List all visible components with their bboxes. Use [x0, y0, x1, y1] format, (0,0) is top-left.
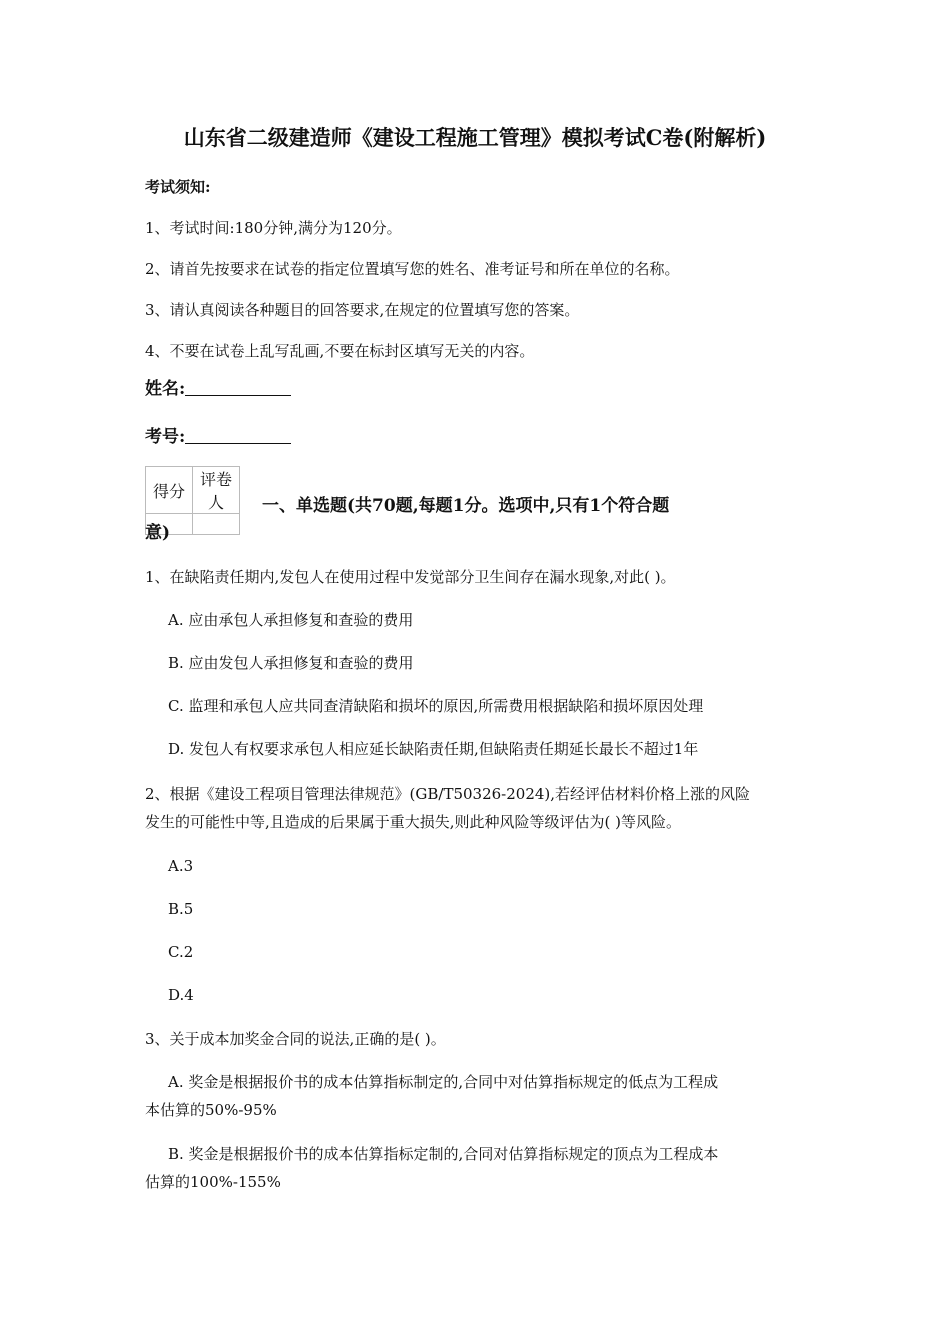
- question-option: C.2: [168, 943, 194, 961]
- exam-id-label: 考号:: [145, 427, 186, 447]
- question-option: A.3: [168, 857, 194, 875]
- question-stem: 1、在缺陷责任期内,发包人在使用过程中发觉部分卫生间存在漏水现象,对此( )。: [145, 568, 676, 586]
- notice-item: 2、请首先按要求在试卷的指定位置填写您的姓名、准考证号和所在单位的名称。: [145, 260, 680, 278]
- question-option-cont: 估算的100%-155%: [145, 1173, 281, 1191]
- score-header: 得分: [146, 467, 193, 514]
- notice-item: 1、考试时间:180分钟,满分为120分。: [145, 219, 402, 237]
- grader-header: 评卷人: [193, 467, 240, 514]
- notice-item: 4、不要在试卷上乱写乱画,不要在标封区填写无关的内容。: [145, 342, 535, 360]
- question-option: C. 监理和承包人应共同查清缺陷和损坏的原因,所需费用根据缺陷和损坏原因处理: [168, 697, 704, 715]
- question-option: B.5: [168, 900, 194, 918]
- grader-cell: [193, 514, 240, 535]
- name-blank[interactable]: [185, 378, 291, 396]
- question-option: B. 应由发包人承担修复和查验的费用: [168, 654, 414, 672]
- question-option: A. 应由承包人承担修复和查验的费用: [168, 611, 414, 629]
- question-stem: 2、根据《建设工程项目管理法律规范》(GB/T50326-2024),若经评估材料价格上涨的风险: [145, 785, 751, 803]
- exam-id-field[interactable]: [145, 426, 291, 447]
- notice-heading: 考试须知:: [145, 178, 211, 196]
- section-heading-cont: 意): [145, 523, 171, 543]
- question-option: D. 发包人有权要求承包人相应延长缺陷责任期,但缺陷责任期延长最长不超过1年: [168, 740, 699, 758]
- question-stem: 3、关于成本加奖金合同的说法,正确的是( )。: [145, 1030, 446, 1048]
- name-label: 姓名:: [145, 379, 186, 399]
- notice-item: 3、请认真阅读各种题目的回答要求,在规定的位置填写您的答案。: [145, 301, 580, 319]
- page-title: 山东省二级建造师《建设工程施工管理》模拟考试C卷(附解析): [183, 125, 767, 150]
- section-heading: 一、单选题(共70题,每题1分。选项中,只有1个符合题: [262, 496, 670, 516]
- question-option: A. 奖金是根据报价书的成本估算指标制定的,合同中对估算指标规定的低点为工程成: [168, 1073, 719, 1091]
- question-option-cont: 本估算的50%-95%: [145, 1101, 277, 1119]
- question-stem: 发生的可能性中等,且造成的后果属于重大损失,则此种风险等级评估为( )等风险。: [145, 813, 682, 831]
- exam-id-blank[interactable]: [185, 426, 291, 444]
- question-option: D.4: [168, 986, 194, 1004]
- name-field[interactable]: [145, 378, 291, 399]
- question-option: B. 奖金是根据报价书的成本估算指标定制的,合同对估算指标规定的顶点为工程成本: [168, 1145, 719, 1163]
